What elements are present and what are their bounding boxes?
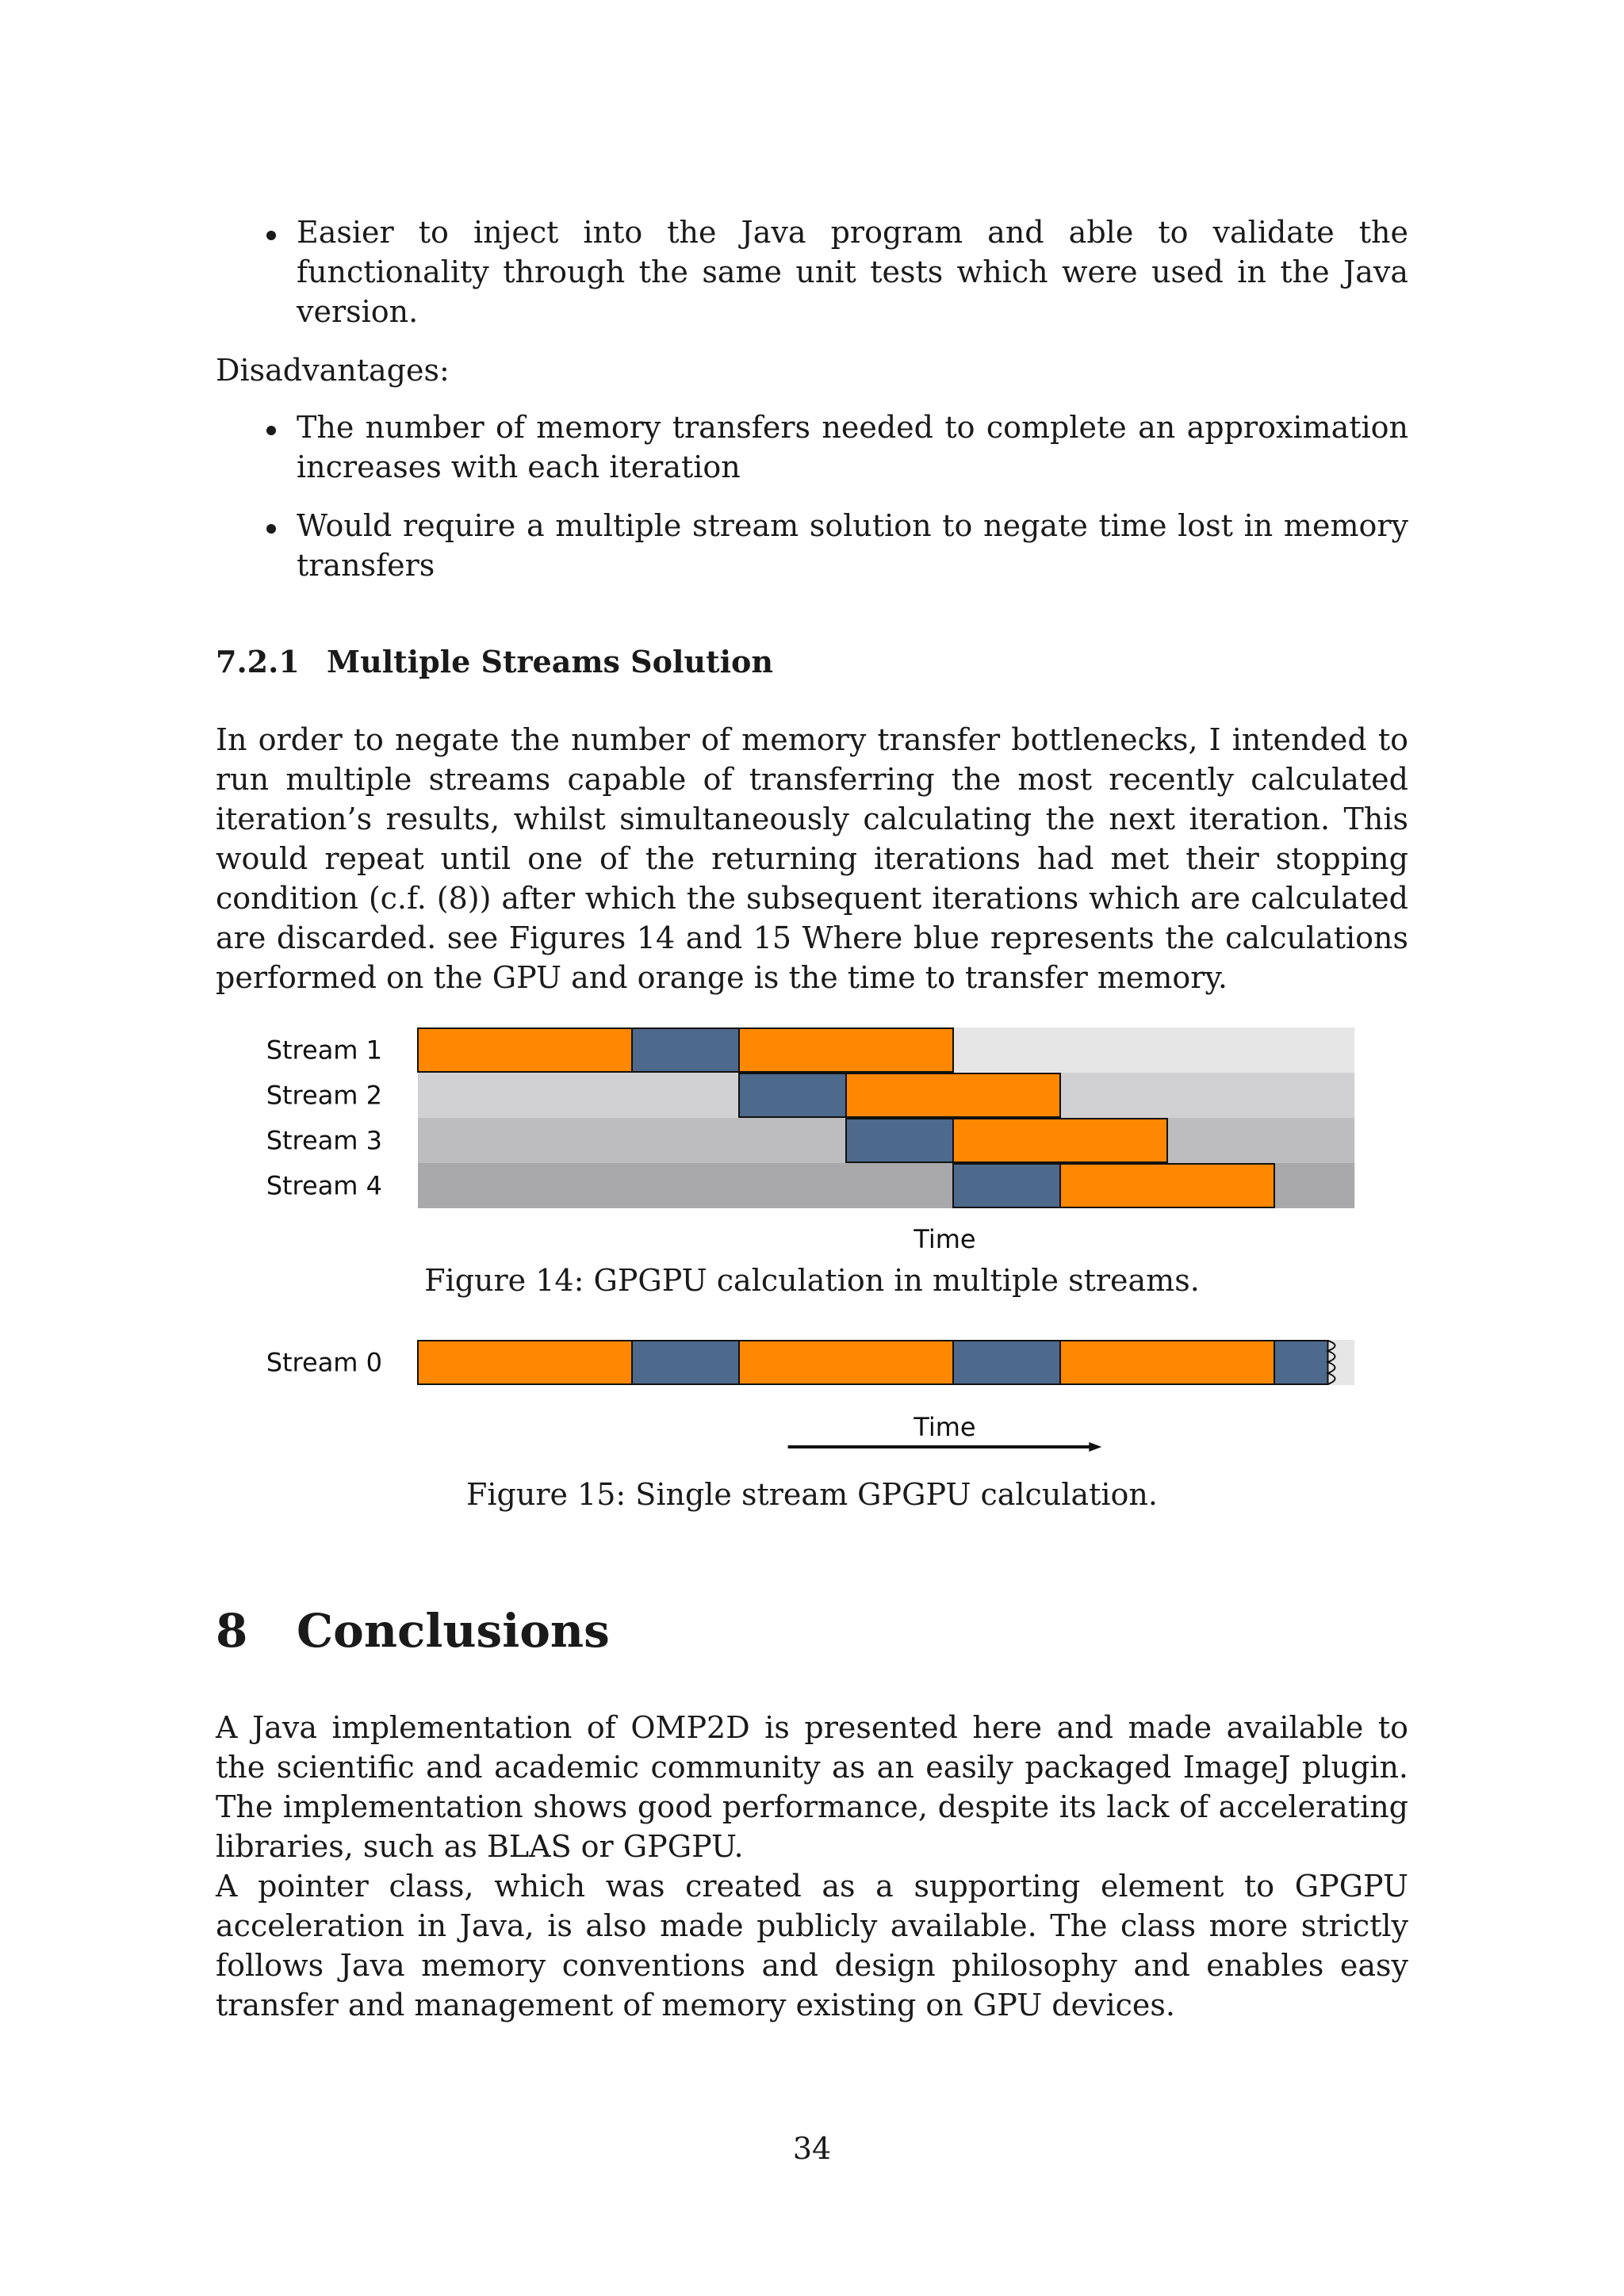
- compute-segment: [953, 1341, 1060, 1384]
- figure-15-caption: Figure 15: Single stream GPGPU calculation.: [466, 1477, 1158, 1512]
- stream-label: Stream 2: [266, 1080, 382, 1111]
- subsection-number: 7.2.1: [216, 644, 300, 679]
- page-number: 34: [792, 2131, 832, 2166]
- transfer-segment: [1060, 1164, 1274, 1207]
- section-title: Conclusions: [297, 1604, 610, 1658]
- transfer-segment: [1060, 1341, 1274, 1384]
- time-axis-label: Time: [914, 1412, 976, 1442]
- time-arrow-icon: [1089, 1442, 1101, 1452]
- transfer-segment: [739, 1341, 953, 1384]
- stream-label: Stream 3: [266, 1125, 382, 1156]
- compute-segment: [632, 1028, 739, 1072]
- transfer-segment: [953, 1119, 1167, 1162]
- conclusion-paragraph-1: A Java implementation of OMP2D is presented here and made available to the scientific and academic community as an easily packaged ImageJ plugin. The implementation shows good performance, despite its lack of accelerating libraries, such as BLAS or GPGPU.: [216, 1710, 1408, 1864]
- compute-segment: [846, 1119, 953, 1162]
- section-heading: [216, 1603, 1408, 1659]
- section-number: 8: [216, 1604, 248, 1658]
- disadvantages-list: [216, 408, 1408, 585]
- compute-segment: [632, 1341, 739, 1384]
- figure-14-caption: Figure 14: GPGPU calculation in multiple streams.: [424, 1263, 1200, 1298]
- transfer-segment: [418, 1028, 632, 1072]
- transfer-segment: [846, 1073, 1060, 1117]
- stream-label: Stream 4: [266, 1170, 382, 1201]
- list-item: Easier to inject into the Java program and able to validate the functionality through the same unit tests which were used in the Java version.: [216, 212, 1408, 331]
- subsection-heading: [216, 642, 1408, 682]
- compute-segment: [739, 1073, 846, 1117]
- conclusion-paragraph-2: A pointer class, which was created as a supporting element to GPGPU acceleration in Java, is also made publicly available. The class more strictly follows Java memory conventions and design philosophy and enables easy transfer and management of memory existing on GPU devices.: [216, 1869, 1408, 2022]
- figure-15: [216, 1340, 1408, 1514]
- compute-segment: [953, 1164, 1060, 1207]
- list-item: Would require a multiple stream solution to negate time lost in memory transfers: [216, 506, 1408, 585]
- figure-15-chart: [216, 1340, 1408, 1464]
- transfer-segment: [739, 1028, 953, 1072]
- page-content: [216, 212, 1408, 2025]
- stream-label: Stream 0: [266, 1347, 382, 1378]
- figure-14: [216, 1027, 1408, 1300]
- subsection-body: In order to negate the number of memory transfer bottlenecks, I intended to run multiple streams capable of transferring the most recently calculated iteration’s results, whilst simultaneously calculating the next iteration. This would repeat until one of the returning iterations had met their stopping condition (c.f. (8)) after which the subsequent iterations which are calculated are discarded. see Figures 14 and 15 Where blue represents the calculations performed on the GPU and orange is the time to transfer memory.: [216, 722, 1408, 995]
- list-item: The number of memory transfers needed to complete an approximation increases with each iteration: [216, 408, 1408, 487]
- advantages-list: [216, 212, 1408, 331]
- disadvantages-label: Disadvantages:: [216, 353, 450, 388]
- subsection-title: Multiple Streams Solution: [327, 644, 773, 679]
- stream-label: Stream 1: [266, 1035, 382, 1066]
- figure-14-chart: [216, 1027, 1408, 1249]
- transfer-segment: [418, 1341, 632, 1384]
- compute-segment: [1274, 1341, 1328, 1384]
- time-axis-label: Time: [914, 1224, 976, 1249]
